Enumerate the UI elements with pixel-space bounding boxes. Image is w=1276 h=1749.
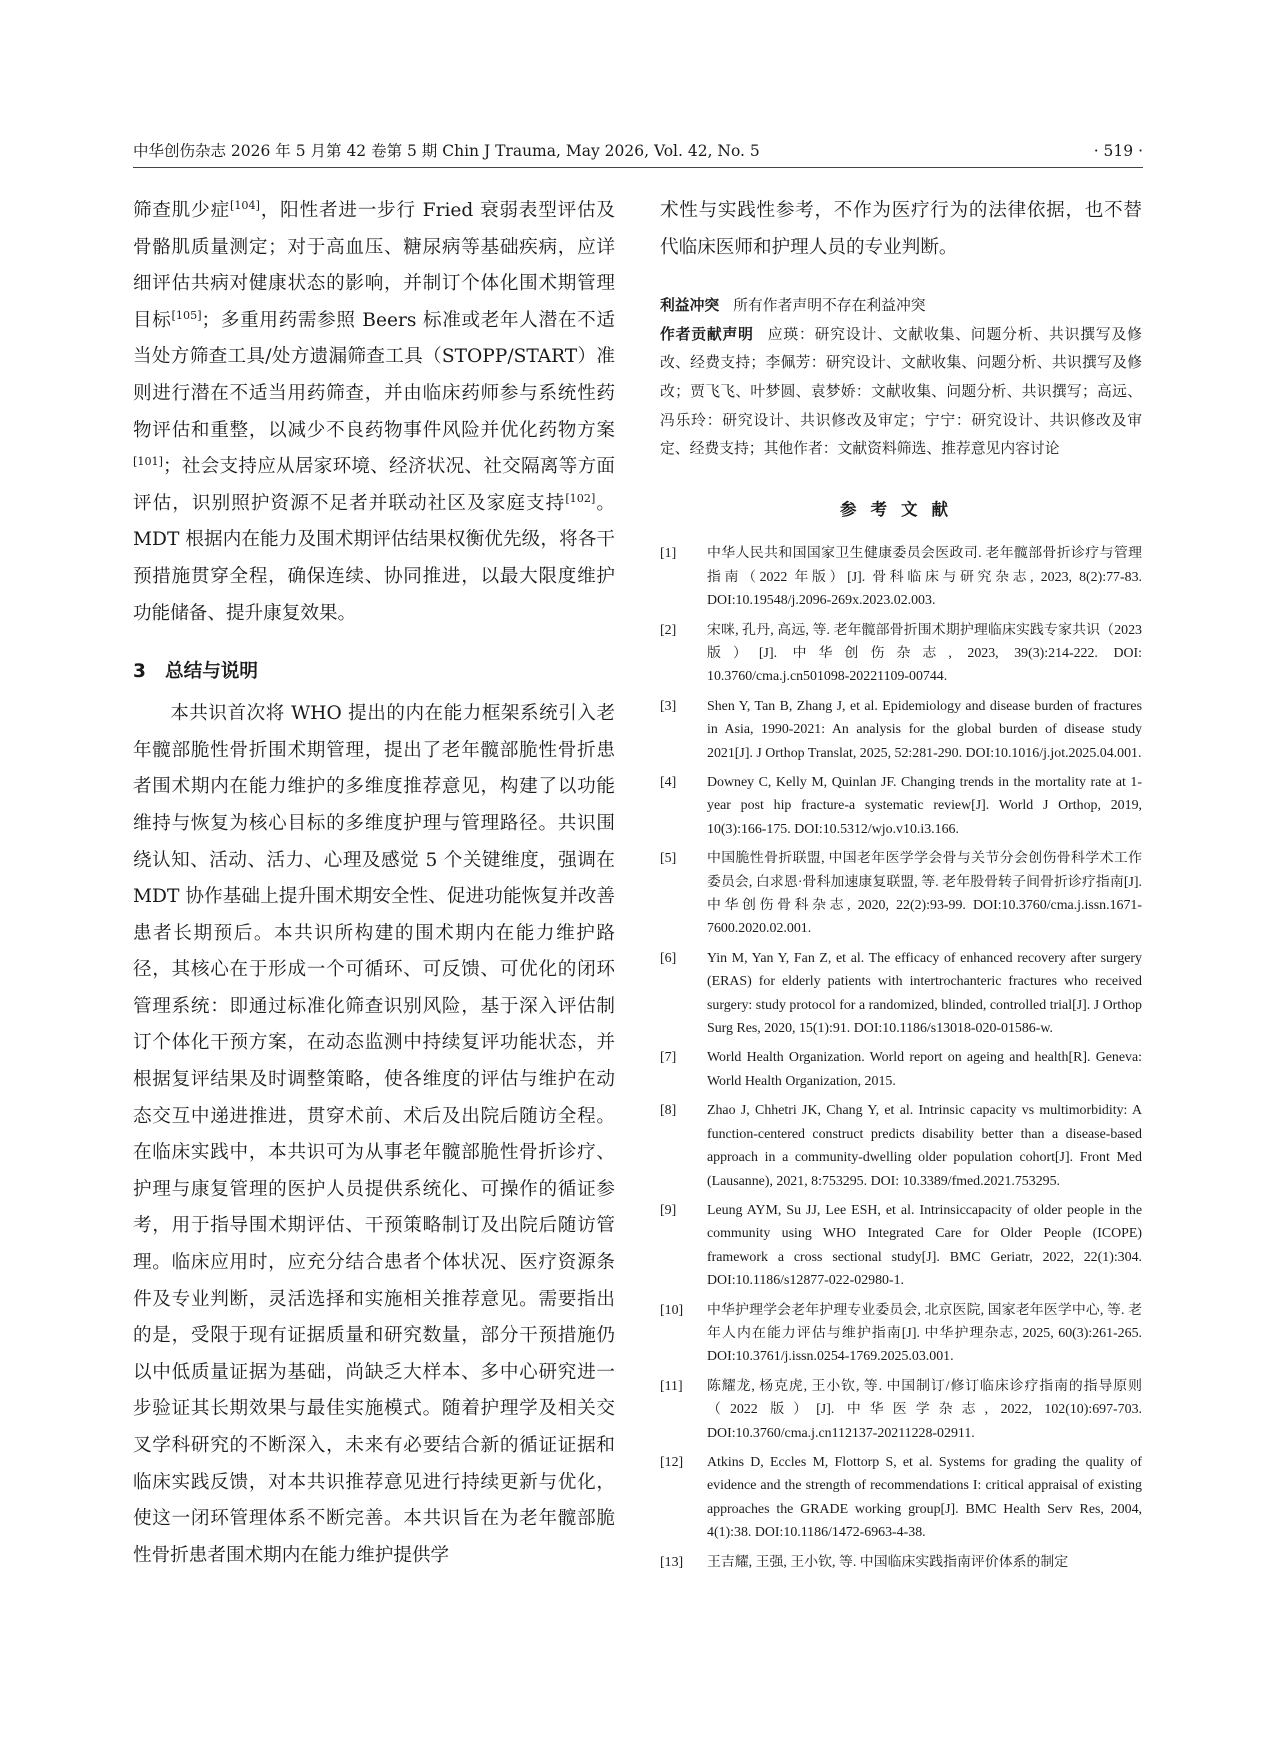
reference-item xyxy=(660,771,1142,841)
author-contributions xyxy=(660,321,1142,464)
reference-text: Atkins D, Eccles M, Flottorp S, et al. Systems for grading the quality of evidence and the strength of recommendations I: critical appraisal of existing approaches the GRADE working group[J]. BMC Health Serv Res, 2004, 4(1):38. DOI:10.1186/1472-6963-4-38. xyxy=(707,1454,1142,1541)
contrib-text: 应瑛：研究设计、文献收集、问题分析、共识撰写及修改、经费支持；李佩芳：研究设计、文献收集、问题分析、共识撰写及修改；贾飞飞、叶梦圆、袁梦娇：文献收集、问题分析、共识撰写；高远、冯乐玲：研究设计、共识修改及审定；宁宁：研究设计、共识修改及审定、经费支持；其他作者：文献资料筛选、推荐意见内容讨论 xyxy=(660,325,1142,458)
citation-marker: [101] xyxy=(133,454,163,468)
reference-item xyxy=(660,1046,1142,1093)
reference-text: 王吉耀, 王强, 王小钦, 等. 中国临床实践指南评价体系的制定 xyxy=(707,1554,1069,1570)
section-title: 总结与说明 xyxy=(165,661,258,683)
reference-text: Leung AYM, Su JJ, Lee ESH, et al. Intrinsiccapacity of older people in the community using WHO Integrated Care for Older People (ICOPE) framework a cross sectional study[J]. BMC Geriatr, 2022, 22(1):304. DOI:10.1186/s12877-022-02980-1. xyxy=(707,1202,1142,1289)
body-paragraph-continued: 术性与实践性参考，不作为医疗行为的法律依据，也不替代临床医师和护理人员的专业判断。 xyxy=(660,200,1142,258)
section-heading xyxy=(133,654,615,690)
text-run: 筛查肌少症 xyxy=(133,200,230,221)
reference-number: [5] xyxy=(660,851,677,867)
right-column xyxy=(660,193,1142,1580)
reference-item xyxy=(660,1199,1142,1293)
running-header xyxy=(133,140,1143,164)
citation-marker: [105] xyxy=(171,308,202,322)
left-column xyxy=(133,193,615,1574)
reference-text: Yin M, Yan Y, Fan Z, et al. The efficacy of enhanced recovery after surgery (ERAS) for elderly patients with intertrochanteric fractures who received surgery: study protocol for a randomized, blinded, controlled trial[J]. J Orthop Surg Res, 2020, 15(1):91. DOI:10.1186/s13018-020-01586-w. xyxy=(707,950,1142,1037)
reference-number: [6] xyxy=(660,950,677,966)
reference-item xyxy=(660,619,1142,689)
body-paragraph xyxy=(133,193,615,632)
contrib-label: 作者贡献声明 xyxy=(660,325,754,343)
reference-item xyxy=(660,542,1142,612)
reference-text: Shen Y, Tan B, Zhang J, et al. Epidemiology and disease burden of fractures in Asia, 1990-2021: An analysis for the global burden of disease study 2021[J]. J Orthop Translat, 2025, 52:281-290. DOI:10.1016/j.jot.2025.04.001. xyxy=(707,698,1142,761)
reference-item xyxy=(660,1099,1142,1193)
reference-item xyxy=(660,947,1142,1041)
section-number: 3 xyxy=(133,661,146,683)
page-number: · 519 · xyxy=(1093,142,1143,160)
reference-text: Downey C, Kelly M, Quinlan JF. Changing trends in the mortality rate at 1-year post hip fracture-a systematic review[J]. World J Orthop, 2019, 10(3):166-175. DOI:10.5312/wjo.v10.i3.166. xyxy=(707,775,1142,837)
reference-item xyxy=(660,1299,1142,1369)
references-heading: 参考文献 xyxy=(840,499,962,519)
reference-text: 宋咪, 孔丹, 高远, 等. 老年髋部骨折围术期护理临床实践专家共识（2023 版）[J]. 中华创伤杂志, 2023, 39(3):214-222. DOI: 10.3760/cma.j.cn501098-20221109-00744. xyxy=(707,622,1142,685)
reference-list xyxy=(660,542,1142,1574)
text-run: ，阳性者进一步行 Fried 衰弱表型评估及骨骼肌质量测定；对于高血压、糖尿病等基础疾病，应详细评估共病对健康状态的影响，并制订个体化围术期管理目标 xyxy=(133,200,615,331)
text-run: ；社会支持应从居家环境、经济状况、社交隔离等方面评估，识别照护资源不足者并联动社区及家庭支持 xyxy=(133,456,615,514)
reference-item xyxy=(660,847,1142,941)
reference-number: [12] xyxy=(660,1454,684,1470)
reference-number: [11] xyxy=(660,1378,683,1394)
citation-marker: [102] xyxy=(565,491,596,505)
reference-text: 中华人民共和国国家卫生健康委员会医政司. 老年髋部骨折诊疗与管理指南（2022 年版）[J]. 骨科临床与研究杂志, 2023, 8(2):77-83. DOI:10.19548/j.2096-269x.2023.02.003. xyxy=(707,546,1142,609)
reference-number: [13] xyxy=(660,1554,684,1570)
text-run: 。MDT 根据内在能力及围术期评估结果权衡优先级，将各干预措施贯穿全程，确保连续、协同推进，以最大限度维护功能储备、提升康复效果。 xyxy=(133,492,615,624)
journal-citation-line: 中华创伤杂志 2026 年 5 月第 42 卷第 5 期 Chin J Trauma, May 2026, Vol. 42, No. 5 xyxy=(133,142,760,160)
reference-number: [3] xyxy=(660,698,677,714)
reference-item xyxy=(660,1375,1142,1445)
conflict-label: 利益冲突 xyxy=(660,297,720,315)
reference-item xyxy=(660,1451,1142,1545)
reference-number: [9] xyxy=(660,1202,677,1218)
reference-number: [8] xyxy=(660,1103,677,1119)
reference-text: 陈耀龙, 杨克虎, 王小钦, 等. 中国制订/修订临床诊疗指南的指导原则（2022 版）[J]. 中华医学杂志, 2022, 102(10):697-703. DOI:10.3760/cma.j.cn112137-20211228-02911. xyxy=(707,1378,1142,1441)
summary-paragraph: 本共识首次将 WHO 提出的内在能力框架系统引入老年髋部脆性骨折围术期管理，提出了老年髋部脆性骨折患者围术期内在能力维护的多维度推荐意见，构建了以功能维持与恢复为核心目标的多维度护理与管理路径。共识围绕认知、活动、活力、心理及感觉 5 个关键维度，强调在 MDT 协作基础上提升围术期安全性、促进功能恢复并改善患者长期预后。本共识所构建的围术期内在能力维护路径，其核心在于形成一个可循环、可反馈、可优化的闭环管理系统：即通过标准化筛查识别风险，基于深入评估制订个体化干预方案，在动态监测中持续复评功能状态，并根据复评结果及时调整策略，使各维度的评估与维护在动态交互中递进推进，贯穿术前、术后及出院后随访全程。在临床实践中，本共识可为从事老年髋部脆性骨折诊疗、护理与康复管理的医护人员提供系统化、可操作的循证参考，用于指导围术期评估、干预策略制订及出院后随访管理。临床应用时，应充分结合患者个体状况、医疗资源条件及专业判断，灵活选择和实施相关推荐意见。需要指出的是，受限于现有证据质量和研究数量，部分干预措施仍以中低质量证据为基础，尚缺乏大样本、多中心研究进一步验证其长期效果与最佳实施模式。随着护理学及相关交叉学科研究的不断深入，未来有必要结合新的循证证据和临床实践反馈，对本共识推荐意见进行持续更新与优化，使这一闭环管理体系不断完善。本共识旨在为老年髋部脆性骨折患者围术期内在能力维护提供学 xyxy=(133,703,615,1566)
reference-number: [7] xyxy=(660,1050,677,1066)
reference-text: World Health Organization. World report on ageing and health[R]. Geneva: World Health Organization, 2015. xyxy=(707,1050,1142,1089)
reference-item xyxy=(660,695,1142,765)
reference-item xyxy=(660,1551,1142,1574)
declarations-block xyxy=(660,292,1142,464)
citation-marker: [104] xyxy=(229,198,260,212)
reference-number: [1] xyxy=(660,546,677,562)
reference-text: 中华护理学会老年护理专业委员会, 北京医院, 国家老年医学中心, 等. 老年人内在能力评估与维护指南[J]. 中华护理杂志, 2025, 60(3):261-265. DOI:10.3761/j.issn.0254-1769.2025.03.001. xyxy=(707,1302,1142,1365)
conflict-of-interest xyxy=(660,292,1142,321)
header-divider xyxy=(133,167,1143,168)
reference-text: 中国脆性骨折联盟, 中国老年医学学会骨与关节分会创伤骨科学术工作委员会, 白求恩·骨科加速康复联盟, 等. 老年股骨转子间骨折诊疗指南[J]. 中华创伤骨科杂志, 2020, 22(2):93-99. DOI:10.3760/cma.j.issn.1671-7600.2020.02.001. xyxy=(707,851,1142,937)
reference-number: [10] xyxy=(660,1302,684,1318)
reference-number: [2] xyxy=(660,622,677,638)
reference-number: [4] xyxy=(660,775,677,790)
text-run: ；多重用药需参照 Beers 标准或老年人潜在不适当处方筛查工具/处方遗漏筛查工具（STOPP/START）准则进行潜在不适当用药筛查，并由临床药师参与系统性药物评估和重整，以减少不良药物事件风险并优化药物方案 xyxy=(133,309,615,441)
conflict-text: 所有作者声明不存在利益冲突 xyxy=(733,297,926,315)
reference-text: Zhao J, Chhetri JK, Chang Y, et al. Intrinsic capacity vs multimorbidity: A function-centered construct predicts disability better than a disease-based approach in a community-dwelling older population cohort[J]. Front Med (Lausanne), 2021, 8:753295. DOI: 10.3389/fmed.2021.753295. xyxy=(707,1103,1142,1189)
